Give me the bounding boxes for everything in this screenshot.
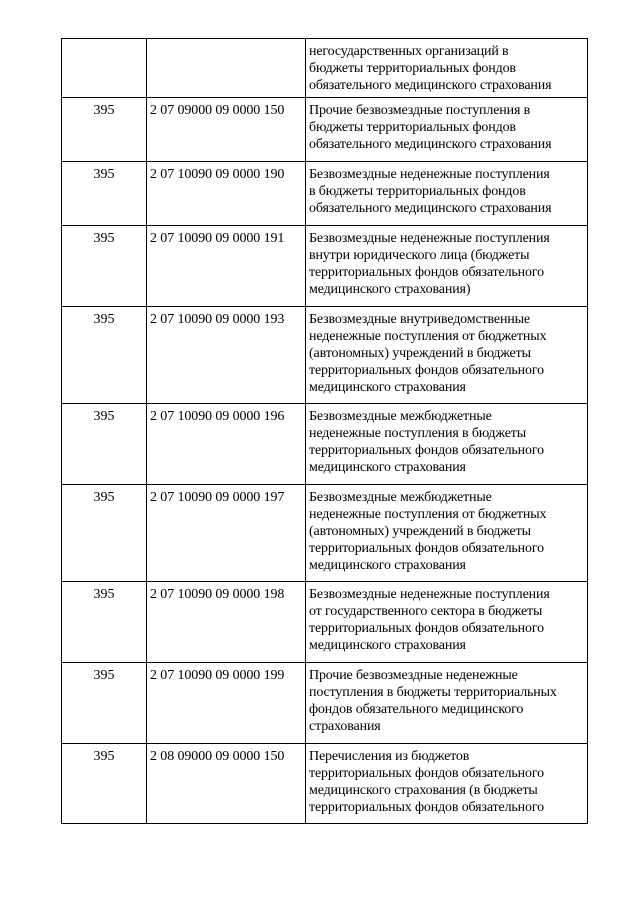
- income-name-text: Прочие безвозмездные поступления в бюджеты территориальных фондов обязательного медицинского страхования: [309, 103, 552, 152]
- admin-code-cell: 395: [62, 744, 147, 824]
- table-row: [62, 39, 588, 98]
- table-row: [62, 307, 588, 404]
- admin-code-cell: 395: [62, 98, 147, 162]
- table-row: [62, 485, 588, 582]
- income-name-text: Безвозмездные неденежные поступления внутри юридического лица (бюджеты территориальных фондов обязательного медицинского страхования): [309, 231, 550, 297]
- admin-code-cell: 395: [62, 582, 147, 663]
- income-name-cell: [306, 226, 588, 307]
- income-name-cell: [306, 98, 588, 162]
- income-name-cell: [306, 663, 588, 744]
- table-body: [62, 39, 588, 824]
- income-name-text: негосударственных организаций в бюджеты территориальных фондов обязательного медицинского страхования: [309, 44, 552, 93]
- budget-code-cell: 2 07 10090 09 0000 196: [147, 404, 306, 485]
- budget-code-cell: 2 07 10090 09 0000 193: [147, 307, 306, 404]
- table-row: [62, 162, 588, 226]
- budget-classification-table: [61, 38, 588, 824]
- admin-code-cell: [62, 39, 147, 98]
- admin-code-cell: 395: [62, 307, 147, 404]
- income-name-text: Безвозмездные межбюджетные неденежные поступления в бюджеты территориальных фондов обязательного медицинского страхования: [309, 409, 544, 475]
- table-row: [62, 663, 588, 744]
- income-name-text: Безвозмездные неденежные поступления от государственного сектора в бюджеты территориальных фондов обязательного медицинского страхования: [309, 587, 550, 653]
- table-row: [62, 582, 588, 663]
- income-name-cell: [306, 404, 588, 485]
- income-name-cell: [306, 582, 588, 663]
- income-name-cell: [306, 744, 588, 824]
- table-row: [62, 98, 588, 162]
- budget-code-cell: 2 07 10090 09 0000 197: [147, 485, 306, 582]
- admin-code-cell: 395: [62, 226, 147, 307]
- budget-code-cell: 2 07 10090 09 0000 190: [147, 162, 306, 226]
- income-name-cell: [306, 39, 588, 98]
- table-row: [62, 404, 588, 485]
- income-name-cell: [306, 162, 588, 226]
- budget-code-cell: 2 08 09000 09 0000 150: [147, 744, 306, 824]
- income-name-text: Перечисления из бюджетов территориальных фондов обязательного медицинского страхования (в бюджеты территориальных фондов обязательного: [309, 749, 544, 815]
- income-name-text: Безвозмездные неденежные поступления в бюджеты территориальных фондов обязательного медицинского страхования: [309, 167, 552, 216]
- budget-code-cell: 2 07 09000 09 0000 150: [147, 98, 306, 162]
- table-row: [62, 226, 588, 307]
- budget-code-cell: [147, 39, 306, 98]
- admin-code-cell: 395: [62, 162, 147, 226]
- income-name-text: Безвозмездные межбюджетные неденежные поступления от бюджетных (автономных) учреждений в бюджеты территориальных фондов обязательного медицинского страхования: [309, 490, 547, 573]
- admin-code-cell: 395: [62, 485, 147, 582]
- admin-code-cell: 395: [62, 663, 147, 744]
- budget-code-cell: 2 07 10090 09 0000 199: [147, 663, 306, 744]
- income-name-cell: [306, 485, 588, 582]
- income-name-text: Прочие безвозмездные неденежные поступления в бюджеты территориальных фондов обязательного медицинского страхования: [309, 668, 557, 734]
- budget-code-cell: 2 07 10090 09 0000 198: [147, 582, 306, 663]
- income-name-text: Безвозмездные внутриведомственные неденежные поступления от бюджетных (автономных) учреждений в бюджеты территориальных фондов обязательного медицинского страхования: [309, 312, 547, 395]
- income-name-cell: [306, 307, 588, 404]
- budget-code-cell: 2 07 10090 09 0000 191: [147, 226, 306, 307]
- table-row: [62, 744, 588, 824]
- admin-code-cell: 395: [62, 404, 147, 485]
